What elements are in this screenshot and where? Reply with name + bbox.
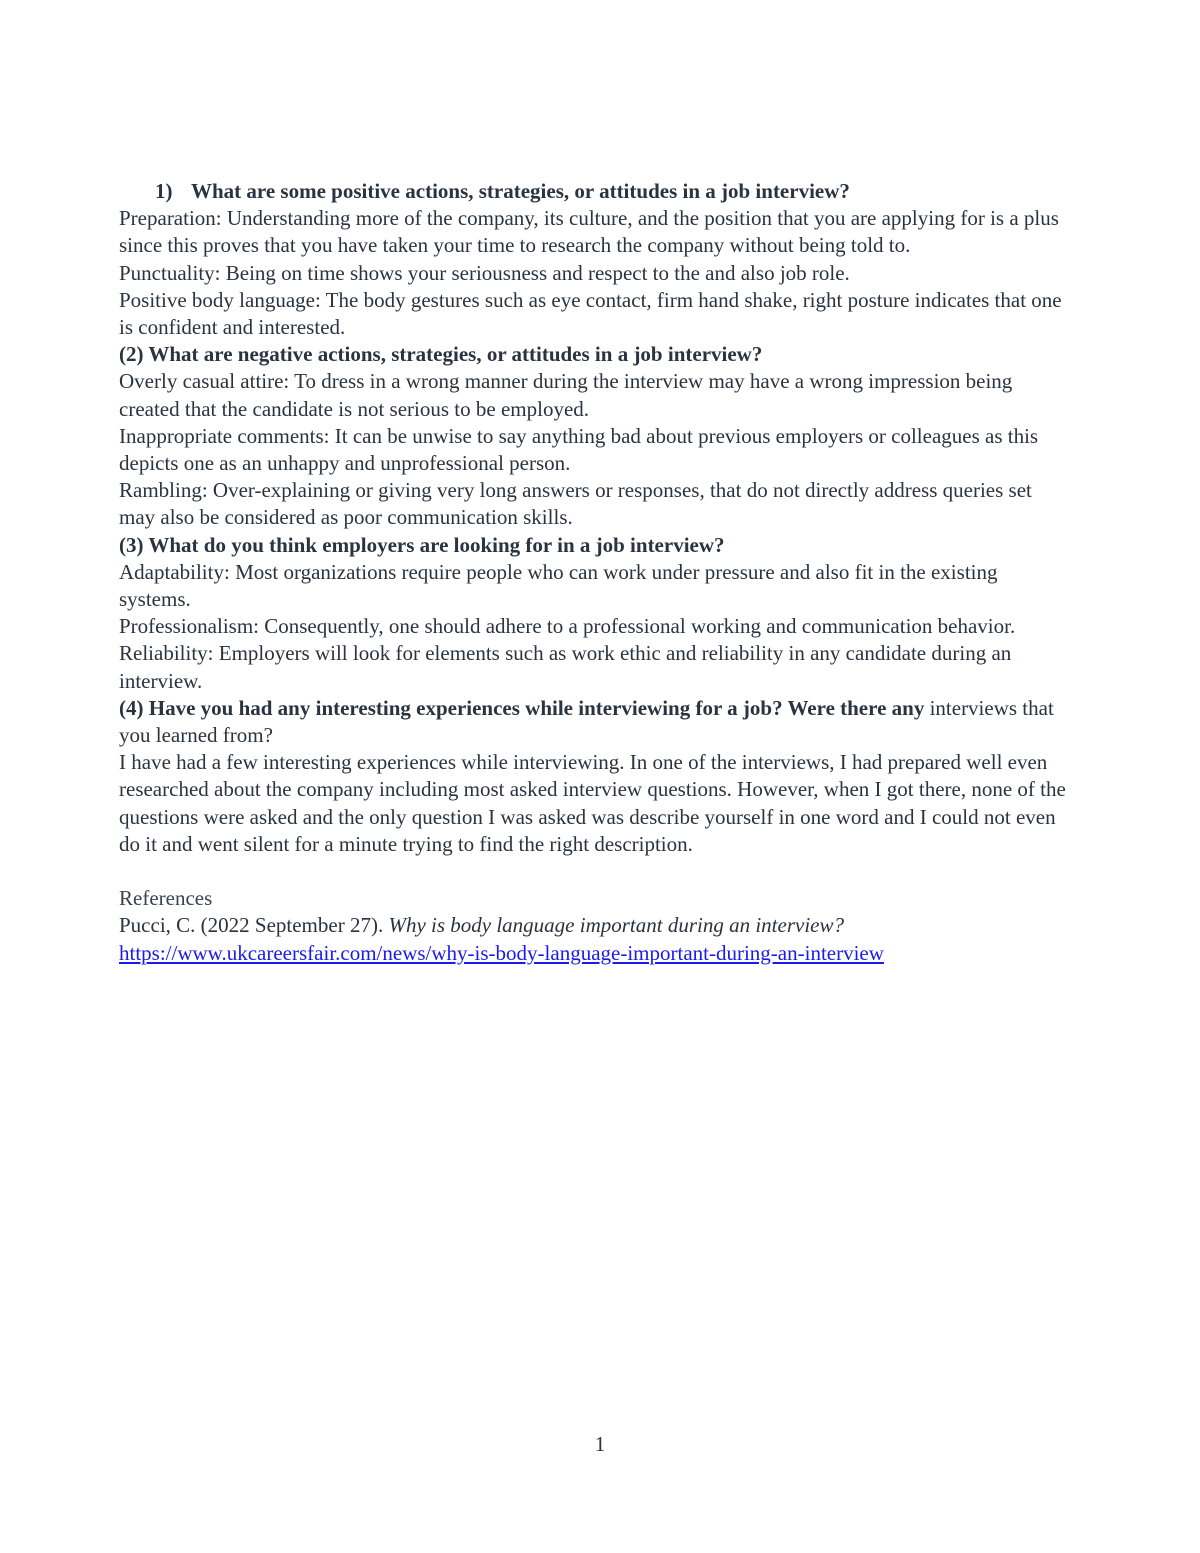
question-3-heading: (3) What do you think employers are looking for in a job interview?: [119, 532, 725, 557]
question-1-heading: [119, 178, 1069, 205]
reference-link[interactable]: https://www.ukcareersfair.com/news/why-is-body-language-important-during-an-interview: [119, 940, 884, 965]
answer-reliability: Reliability: Employers will look for elements such as work ethic and reliability in any candidate during an interview.: [119, 641, 1012, 693]
answer-inappropriate-comments: Inappropriate comments: It can be unwise to say anything bad about previous employers or colleagues as this depicts one as an unhappy and unprofessional person.: [119, 423, 1039, 476]
answer-punctuality: Punctuality: Being on time shows your seriousness and respect to the and also job role.: [119, 260, 850, 285]
page-number: 1: [594, 1432, 606, 1456]
reference-url-line: [119, 940, 1069, 967]
references-heading: References: [119, 886, 213, 911]
answer-preparation: Preparation: Understanding more of the company, its culture, and the position that you are applying for is a plus since this proves that you have taken your time to research the company without being told to.: [119, 206, 1059, 258]
answer-body-language: Positive body language: The body gestures such as eye contact, firm hand shake, right posture indicates that one is confident and interested.: [119, 287, 1062, 340]
question-4-heading: [119, 695, 1069, 749]
answer-rambling: Rambling: Over-explaining or giving very long answers or responses, that do not directly address queries set may also be considered as poor communication skills.: [119, 478, 1032, 530]
citation-author: Pucci, C. (2022 September 27).: [119, 913, 389, 938]
answer-adaptability: Adaptability: Most organizations require people who can work under pressure and also fit in the existing systems.: [119, 559, 998, 612]
question-4-tail-text: interviews that you learned from?: [119, 695, 1054, 748]
question-2-heading: (2) What are negative actions, strategies, or attitudes in a job interview?: [119, 342, 763, 367]
answer-casual-attire: Overly casual attire: To dress in a wrong manner during the interview may have a wrong impression being created that the candidate is not serious to be employed.: [119, 369, 1013, 421]
question-1-number: 1): [155, 179, 173, 203]
citation-title: Why is body language important during an interview?: [388, 913, 844, 938]
answer-experience: I have had a few interesting experiences while interviewing. In one of the interviews, I had prepared well even researched about the company including most asked interview questions. However, when I got there, none of the questions were asked and the only question I was asked was describe yourself in one word and I could not even do it and went silent for a minute trying to find the right description.: [119, 750, 1066, 856]
paragraph-spacer: [119, 858, 1069, 885]
question-4-bold-text: (4) Have you had any interesting experiences while interviewing for a job? Were there any: [119, 695, 925, 720]
question-1-text: What are some positive actions, strategies, or attitudes in a job interview?: [191, 179, 850, 203]
reference-citation: [119, 912, 1069, 939]
answer-professionalism: Professionalism: Consequently, one should adhere to a professional working and communication behavior.: [119, 614, 1016, 639]
document-body: [119, 178, 1069, 967]
